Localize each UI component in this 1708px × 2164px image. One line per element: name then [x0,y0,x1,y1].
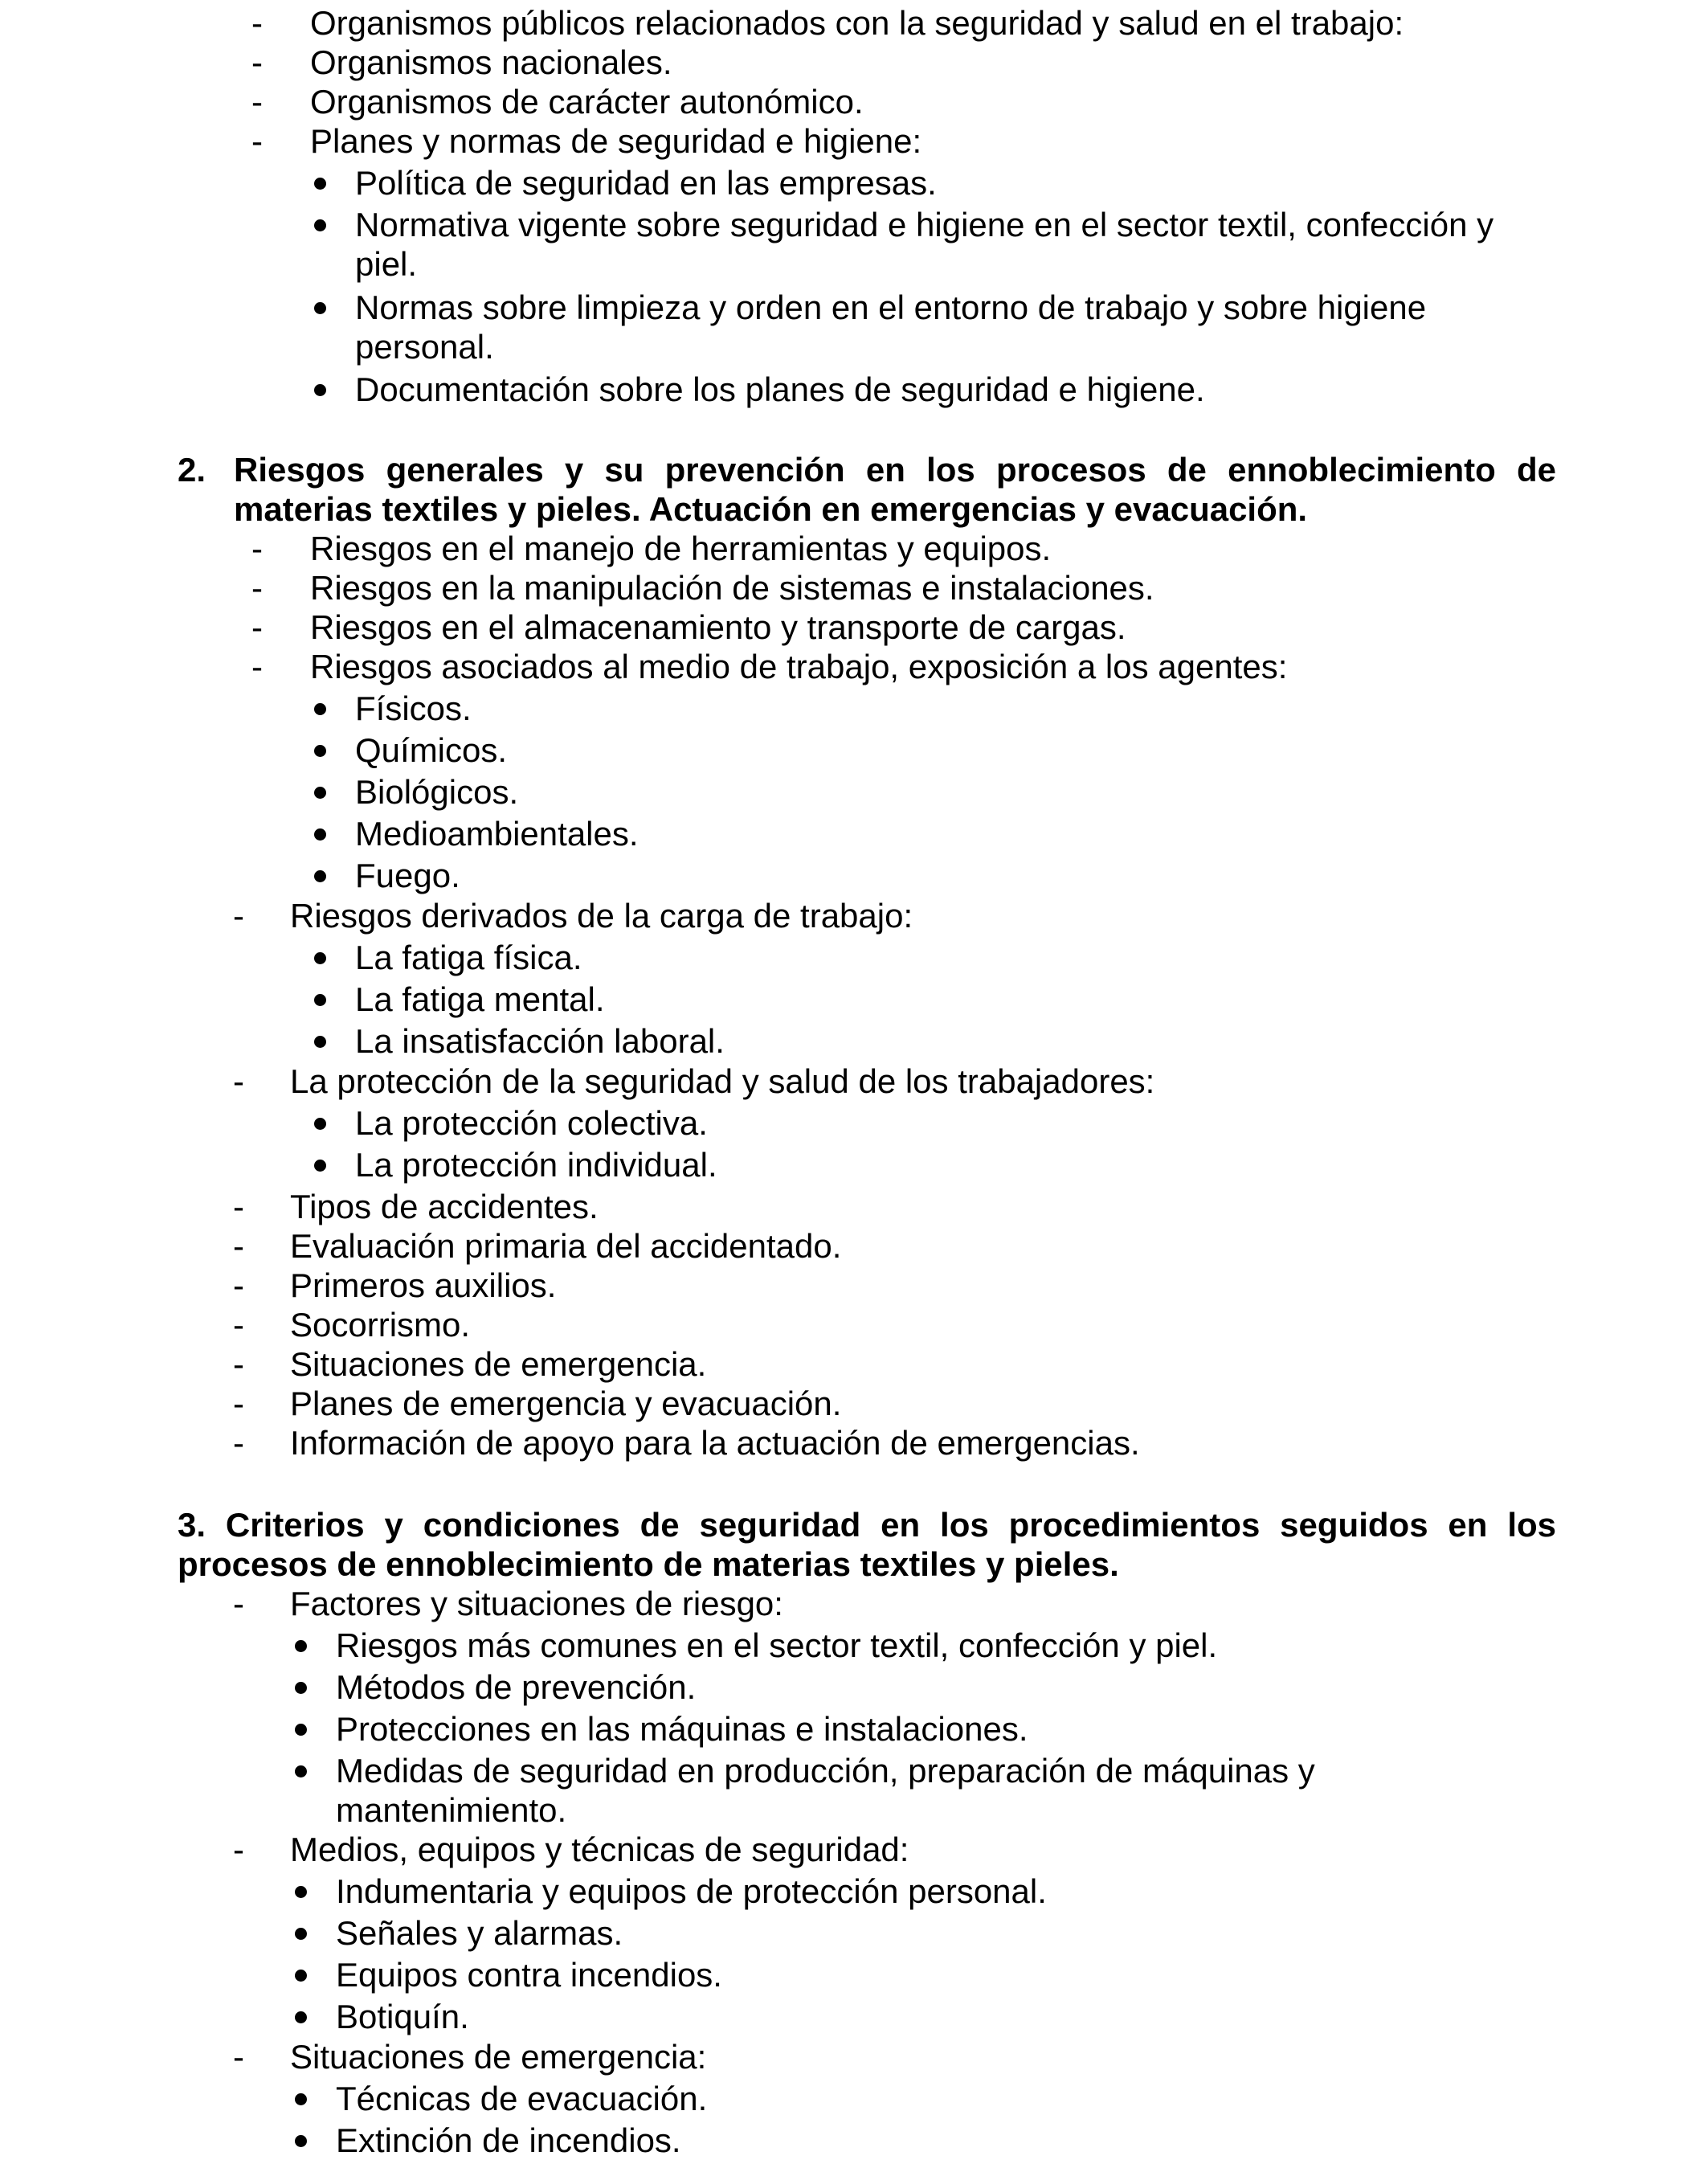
list-item: Riesgos en la manipulación de sistemas e instalaciones. [310,569,1154,607]
dash-marker: - [233,1306,244,1344]
bullet-item: Normativa vigente sobre seguridad e higiene en el sector textil, confección y [355,206,1494,243]
section-heading-continuation: materias textiles y pieles. Actuación en emergencias y evacuación. [234,490,1308,528]
dash-marker: - [233,1424,244,1462]
bullet-item: Equipos contra incendios. [336,1956,722,1994]
bullet-item: Normas sobre limpieza y orden en el entorno de trabajo y sobre higiene [355,288,1427,326]
list-item: Tipos de accidentes. [290,1188,599,1225]
bullet-item: La fatiga mental. [355,980,605,1018]
bullet-item: Documentación sobre los planes de seguridad e higiene. [355,370,1205,408]
bullet-item: Técnicas de evacuación. [336,2080,708,2117]
bullet-item-continuation: mantenimiento. [336,1791,567,1829]
bullet-marker [295,1886,307,1898]
list-item: Riesgos asociados al medio de trabajo, exposición a los agentes: [310,648,1288,685]
bullet-marker [314,1036,326,1048]
list-item: Factores y situaciones de riesgo: [290,1585,783,1622]
bullet-marker [314,1160,326,1172]
dash-marker: - [251,530,263,567]
list-item: Situaciones de emergencia: [290,2038,707,2076]
bullet-marker [314,384,326,396]
bullet-item: Política de seguridad en las empresas. [355,164,937,202]
bullet-marker [295,1640,307,1652]
bullet-marker [314,828,326,841]
bullet-item: La insatisfacción laboral. [355,1022,725,1060]
bullet-marker [314,787,326,799]
dash-marker: - [251,43,263,81]
bullet-item: Indumentaria y equipos de protección personal. [336,1872,1047,1910]
list-item: Riesgos en el manejo de herramientas y equipos. [310,530,1052,567]
bullet-marker [314,994,326,1006]
dash-marker: - [251,608,263,646]
dash-marker: - [233,1227,244,1265]
list-item: Primeros auxilios. [290,1266,557,1304]
list-item: Planes de emergencia y evacuación. [290,1385,842,1422]
dash-marker: - [233,1062,244,1100]
section-number: 2. [178,451,206,489]
bullet-item: Botiquín. [336,1998,469,2035]
dash-marker: - [233,1345,244,1383]
bullet-marker [295,2135,307,2147]
list-item: Planes y normas de seguridad e higiene: [310,122,922,160]
bullet-marker [314,870,326,882]
bullet-marker [314,302,326,314]
bullet-marker [295,1724,307,1736]
bullet-marker [295,1682,307,1694]
dash-marker: - [251,4,263,42]
list-item: Medios, equipos y técnicas de seguridad: [290,1831,909,1868]
bullet-marker [295,1765,307,1777]
bullet-item-continuation: personal. [355,328,494,366]
bullet-item: Extinción de incendios. [336,2121,681,2159]
list-item: Riesgos en el almacenamiento y transporte de cargas. [310,608,1126,646]
dash-marker: - [233,1585,244,1622]
bullet-item: Medidas de seguridad en producción, preparación de máquinas y [336,1752,1315,1790]
bullet-item: Químicos. [355,731,508,769]
dash-marker: - [233,1831,244,1868]
bullet-marker [314,1118,326,1130]
dash-marker: - [233,2038,244,2076]
list-item: La protección de la seguridad y salud de los trabajadores: [290,1062,1155,1100]
dash-marker: - [233,1385,244,1422]
bullet-marker [295,1970,307,1982]
list-item: Situaciones de emergencia. [290,1345,707,1383]
bullet-item: La fatiga física. [355,939,582,976]
bullet-item: Medioambientales. [355,815,639,853]
dash-marker: - [233,1266,244,1304]
dash-marker: - [233,1188,244,1225]
bullet-marker [295,2011,307,2023]
dash-marker: - [251,122,263,160]
section-heading: Riesgos generales y su prevención en los procesos de ennoblecimiento de [234,451,1556,489]
bullet-item: Biológicos. [355,773,519,811]
bullet-marker [295,2093,307,2105]
bullet-item-continuation: piel. [355,245,418,283]
bullet-item: La protección colectiva. [355,1104,708,1142]
list-item: Socorrismo. [290,1306,471,1344]
bullet-item: Fuego. [355,857,460,894]
dash-marker: - [251,569,263,607]
bullet-item: Riesgos más comunes en el sector textil, confección y piel. [336,1626,1218,1664]
bullet-marker [314,219,326,231]
dash-marker: - [251,648,263,685]
bullet-item: Señales y alarmas. [336,1914,623,1952]
list-item: Riesgos derivados de la carga de trabajo: [290,897,913,935]
list-item: Organismos de carácter autonómico. [310,83,864,121]
list-item: Evaluación primaria del accidentado. [290,1227,842,1265]
list-item: Información de apoyo para la actuación de emergencias. [290,1424,1140,1462]
list-item: Organismos nacionales. [310,43,672,81]
bullet-marker [314,745,326,757]
list-item: Organismos públicos relacionados con la seguridad y salud en el trabajo: [310,4,1404,42]
bullet-marker [314,703,326,715]
dash-marker: - [233,897,244,935]
bullet-item: Protecciones en las máquinas e instalaciones. [336,1710,1028,1748]
section-heading: 3. Criterios y condiciones de seguridad en los procedimientos seguidos en los [178,1506,1556,1544]
bullet-item: Métodos de prevención. [336,1668,697,1706]
bullet-item: Físicos. [355,689,472,727]
dash-marker: - [251,83,263,121]
bullet-item: La protección individual. [355,1146,717,1184]
bullet-marker [314,178,326,190]
section-heading-continuation: procesos de ennoblecimiento de materias textiles y pieles. [178,1545,1119,1583]
bullet-marker [295,1928,307,1940]
bullet-marker [314,952,326,964]
